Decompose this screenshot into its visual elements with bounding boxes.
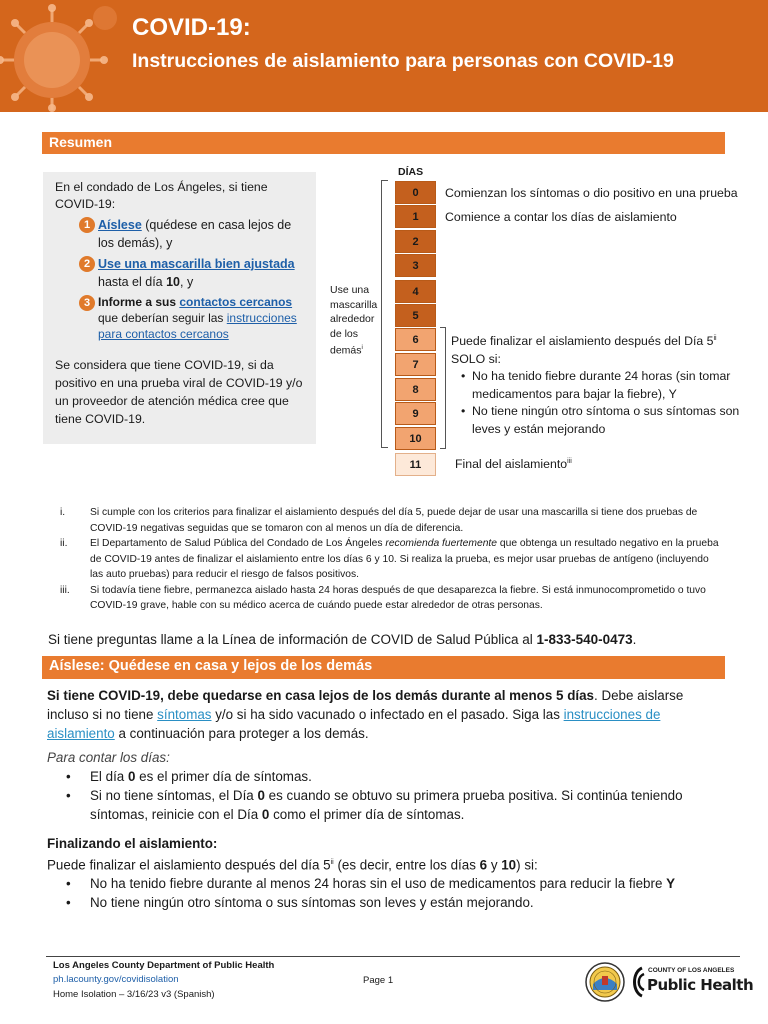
symptoms-link[interactable]: síntomas [157, 707, 212, 722]
public-health-logo: COUNTY OF LOS ANGELES Public Health [628, 964, 738, 1000]
condition-item: • No tiene ningún otro síntoma o sus síntomas son leves y están mejorando [461, 403, 751, 438]
ending-list [47, 874, 727, 912]
condition-item: • No ha tenido fiebre durante 24 horas (sin tomar medicamentos para bajar la fiebre), Y [461, 368, 751, 403]
day-box-8: 8 [395, 378, 436, 401]
day-box-0: 0 [395, 181, 436, 204]
isolation-intro: Si tiene COVID-19, debe quedarse en casa lejos de los demás durante al menos 5 días. Debe aislarse incluso si no tiene síntomas y/o si ha sido vacunado o infectado en el pasado. Siga las instrucciones de aislamiento a continuación para proteger a los demás. [47, 688, 684, 741]
summary-step-3: 3 Informe a sus contactos cercanos que deberían seguir las instrucciones para contactos cercanos [55, 294, 304, 342]
day-box-3: 3 [395, 254, 436, 277]
count-days-title: Para contar los días: [47, 750, 170, 765]
page-number: Page 1 [363, 975, 394, 986]
day-box-5: 5 [395, 304, 436, 327]
mask-link[interactable]: Use una mascarilla bien ajustada [98, 257, 295, 271]
isolation-body [47, 686, 727, 912]
summary-box [43, 172, 316, 444]
step-number-badge: 1 [79, 217, 95, 233]
mask-note: Use una mascarilla alrededor de los demás$^i$ [330, 284, 378, 357]
day-box-11: 11 [395, 453, 436, 476]
footnotes [60, 505, 720, 614]
isolation-instructions-link[interactable]: instrucciones de aislamiento [47, 707, 661, 741]
day-box-6: 6 [395, 328, 436, 351]
timeline-header: DÍAS [398, 166, 424, 178]
footnote: iii. Si todavía tiene fiebre, permanezca aislado hasta 24 horas después de que desaparezca la fiebre. Si está inmunocomprometido o tuvo COVID-19 grave, hable con su médico acerca de cuándo puede estar alrededor de otras personas. [60, 584, 706, 611]
day-box-2: 2 [395, 230, 436, 253]
virus-icon [0, 0, 120, 112]
footer-doc-version: Home Isolation – 3/16/23 v3 (Spanish) [53, 989, 215, 1000]
footer-divider [46, 956, 740, 957]
list-item: • No ha tenido fiebre durante al menos 24 horas sin el uso de medicamentos para reducir la fiebre Y [47, 874, 727, 893]
count-days-list [47, 767, 727, 824]
section-bar-resumen: Resumen [42, 132, 725, 154]
footer-org: Los Angeles County Department of Public Health [53, 960, 275, 971]
public-health-mark-icon [628, 966, 646, 998]
day0-label: Comienzan los síntomas o dio positivo en una prueba [445, 186, 738, 200]
summary-intro: En el condado de Los Ángeles, si tiene COVID-19: [55, 180, 268, 211]
close-contacts-link[interactable]: contactos cercanos [179, 295, 293, 309]
ending-title: Finalizando el aislamiento: [47, 836, 218, 851]
summary-step-2: 2 Use una mascarilla bien ajustada hasta el día 10, y [55, 255, 304, 291]
phone-number[interactable]: 1-833-540-0473 [536, 632, 633, 647]
list-item: • Si no tiene síntomas, el Día 0 es cuando se obtuvo su primera prueba positiva. Si continúa teniendo síntomas, reinicie con el Día 0 como el primer día de síntomas. [47, 786, 727, 824]
conditions-bracket [440, 327, 446, 449]
ending-intro: Puede finalizar el aislamiento después del día 5$^{ii}$ (es decir, entre los días 6 y 10) si: [47, 857, 538, 873]
day-box-9: 9 [395, 402, 436, 425]
day-box-7: 7 [395, 353, 436, 376]
day1-label: Comience a contar los días de aislamiento [445, 210, 677, 224]
end-conditions: Puede finalizar el aislamiento después del Día 5$^{ii}$ SOLO si: • No ha tenido fiebre durante 24 horas (sin tomar medicamentos para bajar la fiebre), Y • No tiene ningún otro síntoma o sus síntomas son leves y están mejorando [451, 330, 751, 438]
isolate-link[interactable]: Aíslese [98, 218, 142, 232]
contact-instructions-link[interactable]: instrucciones para contactos cercanos [98, 311, 297, 341]
page-subtitle: Instrucciones de aislamiento para personas con COVID-19 [132, 50, 674, 72]
page-header [0, 0, 768, 112]
day-box-1: 1 [395, 205, 436, 228]
info-line: Si tiene preguntas llame a la Línea de información de COVID de Salud Pública al 1-833-540-0473. [48, 632, 637, 647]
list-item: • El día 0 es el primer día de síntomas. [47, 767, 727, 786]
footnote: ii. El Departamento de Salud Pública del Condado de Los Ángeles recomienda fuertemente que obtenga un resultado negativo en la prueba de COVID-19 antes de finalizar el aislamiento entre los días 6 y 10. Si realiza la prueba, es mejor usar pruebas de antígeno (incluyendo las auto pruebas) para reducir el riesgo de falsos positivos. [60, 538, 719, 580]
step-number-badge: 2 [79, 256, 95, 272]
page-title: COVID-19: [132, 14, 251, 41]
mask-bracket [381, 180, 388, 448]
day-box-10: 10 [395, 427, 436, 450]
summary-step-1: 1 Aíslese (quédese en casa lejos de los demás), y [55, 216, 304, 252]
footer-url-link[interactable]: ph.lacounty.gov/covidisolation [53, 974, 179, 985]
step-number-badge: 3 [79, 295, 95, 311]
footnote: i. Si cumple con los criterios para finalizar el aislamiento después del día 5, puede dejar de usar una mascarilla si tiene dos pruebas de COVID-19 negativas seguidas que se tomaron con al menos un día de diferencia. [60, 507, 698, 534]
day-box-4: 4 [395, 280, 436, 303]
summary-considered: Se considera que tiene COVID-19, si da positivo en una prueba viral de COVID-19 y/o un proveedor de atención médica cree que tiene COVID-19. [55, 358, 303, 426]
list-item: • No tiene ningún otro síntoma o sus síntomas son leves y están mejorando. [47, 893, 727, 912]
final-label: Final del aislamiento$^{iii}$ [455, 457, 572, 471]
county-seal-icon [585, 962, 625, 1002]
section-bar-aislese: Aíslese: Quédese en casa y lejos de los demás [42, 656, 725, 679]
